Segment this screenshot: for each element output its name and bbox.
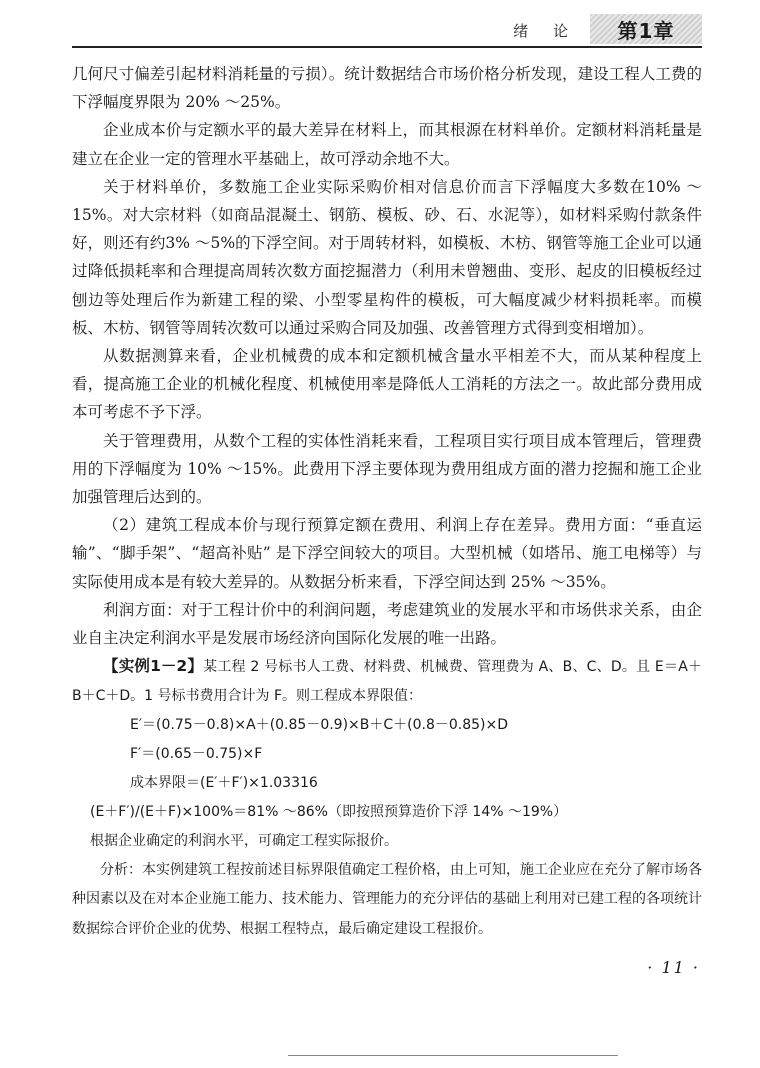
paragraph-material-price: 关于材料单价，多数施工企业实际采购价相对信息价而言下浮幅度大多数在10% ～15%。对大宗材料（如商品混凝土、钢筋、模板、砂、石、水泥等），如材料采购付款条件好，则还有约3% ～5%的下浮空间。对于周转材料，如模板、木枋、钢管等施工企业可以通过降低损耗率和合理提高周转次数方面挖掘潜力（利用未曾翘曲、变形、起皮的旧模板经过刨边等处理后作为新建工程的梁、小型零星构件的模板，可大幅度减少材料损耗率。而模板、木枋、钢管等周转次数可以通过采购合同及加强、改善管理方式得到变相增加）。 bbox=[72, 177, 702, 337]
paragraph-continued: 几何尺寸偏差引起材料消耗量的亏损）。统计数据结合市场价格分析发现，建设工程人工费的下浮幅度界限为 20% ～25%。 bbox=[72, 65, 702, 112]
example-block bbox=[72, 652, 702, 710]
paragraph-profit: 利润方面：对于工程计价中的利润问题，考虑建筑业的发展水平和市场供求关系，由企业自主决定利润水平是发展市场经济向国际化发展的唯一出路。 bbox=[72, 600, 702, 648]
formula-f-prime: F′＝(0.65－0.75)×F bbox=[130, 745, 263, 762]
example-intro: 某工程 2 号标书人工费、材料费、机械费、管理费为 A、B、C、D。且 E＝A＋B＋C＋D。1 号标书费用合计为 F。则工程成本界限值： bbox=[72, 659, 702, 705]
paragraph-management-fee: 关于管理费用，从数个工程的实体性消耗来看，工程项目实行项目成本管理后，管理费用的下浮幅度为 10% ～15%。此费用下浮主要体现为费用组成方面的潜力挖掘和施工企业加强管理后达到的。 bbox=[72, 431, 702, 507]
formula-cost-limit: 成本界限＝(E′＋F′)×1.03316 bbox=[130, 774, 318, 791]
analysis-paragraph: 分析：本实例建筑工程按前述目标界限值确定工程价格，由上可知，施工企业应在充分了解市场各种因素以及在对本企业施工能力、技术能力、管理能力的充分评估的基础上利用对已建工程的各项统计数据综合评价企业的优势、根据工程特点，最后确定建设工程报价。 bbox=[72, 861, 702, 937]
example-label: 【实例1－2】 bbox=[103, 657, 204, 676]
formula-ratio: (E＋F′)/(E＋F)×100%＝81% ～86%（即按照预算造价下浮 14% ～19%） bbox=[90, 803, 568, 820]
page-number: · 11 · bbox=[647, 958, 700, 977]
paragraph-fees-difference: （2）建筑工程成本价与现行预算定额在费用、利润上存在差异。费用方面：“垂直运输”、“脚手架”、“超高补贴” 是下浮空间较大的项目。大型机械（如塔吊、施工电梯等）与实际使用成本是有较大差异的。从数据分析来看，下浮空间达到 25% ～35%。 bbox=[72, 516, 702, 591]
paragraph-enterprise-cost: 企业成本价与定额水平的最大差异在材料上，而其根源在材料单价。定额材料消耗量是建立在企业一定的管理水平基础上，故可浮动余地不大。 bbox=[72, 121, 702, 168]
formula-e-prime: E′＝(0.75－0.8)×A＋(0.85－0.9)×B＋C＋(0.8－0.85)×D bbox=[130, 716, 509, 733]
body-text bbox=[72, 60, 702, 944]
header-rule bbox=[72, 46, 702, 48]
chapter-badge: 第1章 bbox=[590, 14, 702, 44]
paragraph-machinery: 从数据测算来看，企业机械费的成本和定额机械含量水平相差不大，而从某种程度上看，提高施工企业的机械化程度、机械使用率是降低人工消耗的方法之一。故此部分费用成本可考虑不予下浮。 bbox=[72, 347, 702, 422]
running-header bbox=[72, 14, 702, 48]
example-note: 根据企业确定的利润水平，可确定工程实际报价。 bbox=[90, 832, 398, 849]
header-section-title: 绪 论 bbox=[513, 22, 578, 40]
footer-rule bbox=[288, 1055, 618, 1056]
